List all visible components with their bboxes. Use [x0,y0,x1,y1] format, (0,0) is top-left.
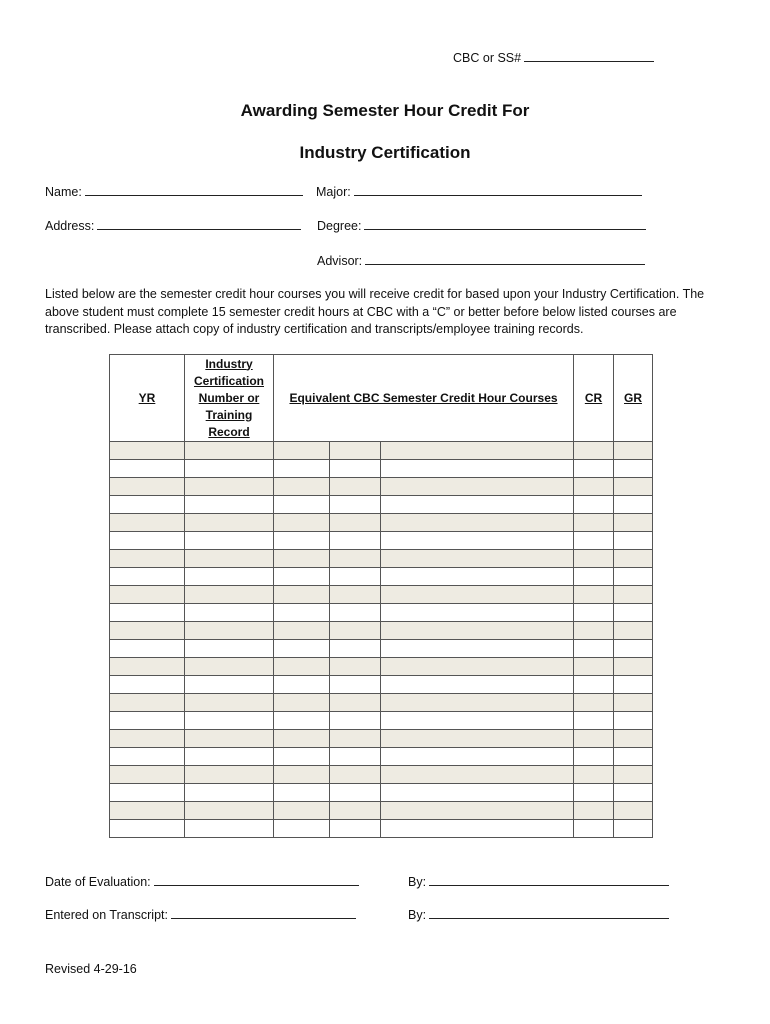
cell-gr[interactable] [614,442,653,460]
cell-cr[interactable] [574,820,614,838]
table-row [110,712,653,730]
cell-certification[interactable] [185,442,274,460]
cell-course-title[interactable] [381,694,574,712]
cell-course-code-a[interactable] [274,748,330,766]
cell-gr[interactable] [614,604,653,622]
table-row [110,784,653,802]
cell-course-code-a[interactable] [274,802,330,820]
cbc-ss-label: CBC or SS# [453,51,522,65]
cell-gr[interactable] [614,676,653,694]
cell-course-code-a[interactable] [274,622,330,640]
form-title-line1: Awarding Semester Hour Credit For [240,101,530,120]
cell-yr[interactable] [110,550,185,568]
cell-yr[interactable] [110,568,185,586]
cell-gr[interactable] [614,694,653,712]
table-row [110,496,653,514]
cell-certification[interactable] [185,568,274,586]
cell-yr[interactable] [110,442,185,460]
cbc-ss-field [453,49,654,65]
cell-yr[interactable] [110,514,185,532]
cell-gr[interactable] [614,496,653,514]
cell-course-title[interactable] [381,478,574,496]
table-row [110,676,653,694]
cell-gr[interactable] [614,712,653,730]
cell-course-title[interactable] [381,568,574,586]
cell-course-code-b[interactable] [330,460,381,478]
cell-cr[interactable] [574,568,614,586]
cell-gr[interactable] [614,478,653,496]
cell-gr[interactable] [614,460,653,478]
cell-certification[interactable] [185,550,274,568]
cell-yr[interactable] [110,694,185,712]
table-row [110,730,653,748]
cell-course-title[interactable] [381,712,574,730]
by-field-1 [408,873,669,889]
table-row [110,442,653,460]
cell-yr[interactable] [110,622,185,640]
address-label: Address: [45,219,95,233]
table-row [110,550,653,568]
table-row [110,514,653,532]
cell-course-code-a[interactable] [274,604,330,622]
cell-gr[interactable] [614,532,653,550]
cell-course-code-a[interactable] [274,730,330,748]
cell-yr[interactable] [110,784,185,802]
col-header-gr: GR [614,355,653,442]
course-table [109,354,653,838]
cell-certification[interactable] [185,586,274,604]
cell-course-code-b[interactable] [330,658,381,676]
cell-yr[interactable] [110,532,185,550]
address-field [45,217,301,233]
table-row [110,694,653,712]
cell-certification[interactable] [185,478,274,496]
cell-certification[interactable] [185,640,274,658]
cell-gr[interactable] [614,730,653,748]
cell-cr[interactable] [574,514,614,532]
cell-course-code-b[interactable] [330,766,381,784]
cell-cr[interactable] [574,622,614,640]
cell-course-title[interactable] [381,442,574,460]
by-field-2 [408,906,669,922]
cell-certification[interactable] [185,460,274,478]
cell-course-title[interactable] [381,820,574,838]
table-row [110,532,653,550]
major-input-line[interactable] [354,183,642,196]
cell-yr[interactable] [110,604,185,622]
date-evaluation-input-line[interactable] [154,873,359,886]
table-row [110,568,653,586]
table-row [110,640,653,658]
advisor-field [317,252,645,268]
cell-gr[interactable] [614,784,653,802]
cell-yr[interactable] [110,460,185,478]
table-row [110,802,653,820]
degree-label: Degree: [317,219,362,233]
table-row [110,622,653,640]
entered-transcript-label: Entered on Transcript: [45,908,168,922]
cell-course-code-a[interactable] [274,694,330,712]
cell-gr[interactable] [614,748,653,766]
cell-course-code-a[interactable] [274,766,330,784]
cell-certification[interactable] [185,802,274,820]
cell-course-title[interactable] [381,730,574,748]
cell-course-title[interactable] [381,622,574,640]
table-row [110,586,653,604]
table-row [110,658,653,676]
entered-transcript-field [45,906,356,922]
major-label: Major: [316,185,351,199]
cell-cr[interactable] [574,748,614,766]
cell-course-code-a[interactable] [274,820,330,838]
cell-yr[interactable] [110,496,185,514]
table-header-row [110,355,653,442]
cell-course-code-a[interactable] [274,784,330,802]
cell-course-title[interactable] [381,586,574,604]
course-table-body [110,442,653,838]
cell-course-code-a[interactable] [274,514,330,532]
cell-course-code-a[interactable] [274,532,330,550]
cell-course-code-a[interactable] [274,568,330,586]
cell-cr[interactable] [574,604,614,622]
table-row [110,820,653,838]
cell-course-code-a[interactable] [274,478,330,496]
table-row [110,604,653,622]
cell-yr[interactable] [110,586,185,604]
cell-certification[interactable] [185,748,274,766]
cell-certification[interactable] [185,712,274,730]
cell-gr[interactable] [614,658,653,676]
cell-course-code-a[interactable] [274,586,330,604]
cell-cr[interactable] [574,730,614,748]
cell-course-code-b[interactable] [330,694,381,712]
cell-course-code-b[interactable] [330,712,381,730]
table-row [110,460,653,478]
col-header-cr: CR [574,355,614,442]
cell-cr[interactable] [574,658,614,676]
cell-yr[interactable] [110,640,185,658]
date-evaluation-label: Date of Evaluation: [45,875,151,889]
cell-certification[interactable] [185,820,274,838]
cell-course-code-b[interactable] [330,748,381,766]
cell-yr[interactable] [110,802,185,820]
cell-certification[interactable] [185,532,274,550]
cell-course-code-b[interactable] [330,586,381,604]
cell-course-code-b[interactable] [330,496,381,514]
cell-course-code-b[interactable] [330,550,381,568]
cell-gr[interactable] [614,622,653,640]
cell-cr[interactable] [574,460,614,478]
cell-cr[interactable] [574,586,614,604]
cell-course-code-b[interactable] [330,514,381,532]
cell-course-title[interactable] [381,748,574,766]
by-label-2: By: [408,908,427,922]
cell-certification[interactable] [185,766,274,784]
cell-cr[interactable] [574,532,614,550]
cell-cr[interactable] [574,496,614,514]
cell-course-code-b[interactable] [330,820,381,838]
cell-course-title[interactable] [381,550,574,568]
cell-yr[interactable] [110,820,185,838]
cell-course-title[interactable] [381,514,574,532]
cell-gr[interactable] [614,568,653,586]
cell-certification[interactable] [185,784,274,802]
cell-course-title[interactable] [381,640,574,658]
cell-course-code-a[interactable] [274,460,330,478]
cell-cr[interactable] [574,802,614,820]
col-header-certification: Industry Certification Number or Training Record [185,355,274,442]
advisor-label: Advisor: [317,254,363,268]
cell-gr[interactable] [614,550,653,568]
by-label-1: By: [408,875,427,889]
cell-yr[interactable] [110,766,185,784]
cell-course-code-a[interactable] [274,550,330,568]
col-header-courses: Equivalent CBC Semester Credit Hour Courses [274,355,574,442]
major-field [316,183,642,199]
cell-course-code-a[interactable] [274,676,330,694]
cell-gr[interactable] [614,640,653,658]
cell-course-code-a[interactable] [274,640,330,658]
cell-certification[interactable] [185,658,274,676]
cell-gr[interactable] [614,514,653,532]
cell-yr[interactable] [110,748,185,766]
cell-certification[interactable] [185,604,274,622]
cell-course-code-a[interactable] [274,496,330,514]
cell-cr[interactable] [574,784,614,802]
advisor-input-line[interactable] [365,252,645,265]
cell-course-code-b[interactable] [330,604,381,622]
cell-cr[interactable] [574,442,614,460]
cell-yr[interactable] [110,676,185,694]
cell-course-code-b[interactable] [330,730,381,748]
cell-course-title[interactable] [381,460,574,478]
cell-yr[interactable] [110,658,185,676]
cell-course-code-b[interactable] [330,532,381,550]
entered-transcript-input-line[interactable] [171,906,356,919]
cell-course-code-a[interactable] [274,658,330,676]
cell-gr[interactable] [614,820,653,838]
cell-cr[interactable] [574,550,614,568]
cell-course-code-b[interactable] [330,802,381,820]
cell-certification[interactable] [185,496,274,514]
cbc-ss-input-line[interactable] [524,49,654,62]
cell-course-title[interactable] [381,604,574,622]
cell-cr[interactable] [574,766,614,784]
by-input-line-2[interactable] [429,906,669,919]
cell-course-code-b[interactable] [330,640,381,658]
cell-cr[interactable] [574,478,614,496]
cell-course-title[interactable] [381,532,574,550]
cell-yr[interactable] [110,712,185,730]
instructions-paragraph: Listed below are the semester credit hour courses you will receive credit for based upon your Industry Certification. The above student must complete 15 semester credit hours at CBC with a “C” or better before below listed courses are transcribed. Please attach copy of industry certification and transcripts/employee training records. [45,287,705,336]
cell-course-code-b[interactable] [330,622,381,640]
cell-course-title[interactable] [381,676,574,694]
cell-course-code-b[interactable] [330,478,381,496]
cell-course-title[interactable] [381,496,574,514]
cell-gr[interactable] [614,802,653,820]
cell-course-title[interactable] [381,784,574,802]
cell-course-code-b[interactable] [330,568,381,586]
cell-gr[interactable] [614,766,653,784]
name-input-line[interactable] [85,183,303,196]
date-evaluation-field [45,873,359,889]
cell-cr[interactable] [574,694,614,712]
cell-yr[interactable] [110,730,185,748]
cell-course-title[interactable] [381,766,574,784]
cell-certification[interactable] [185,622,274,640]
address-input-line[interactable] [97,217,301,230]
cell-course-title[interactable] [381,658,574,676]
cell-certification[interactable] [185,694,274,712]
cell-yr[interactable] [110,478,185,496]
cell-course-code-a[interactable] [274,442,330,460]
name-field [45,183,303,199]
form-title-line2: Industry Certification [299,143,471,162]
col-header-yr: YR [110,355,185,442]
cell-cr[interactable] [574,676,614,694]
table-row [110,766,653,784]
cell-course-code-b[interactable] [330,676,381,694]
degree-input-line[interactable] [364,217,646,230]
cell-certification[interactable] [185,514,274,532]
name-label: Name: [45,185,82,199]
cell-certification[interactable] [185,730,274,748]
cell-gr[interactable] [614,586,653,604]
table-row [110,478,653,496]
by-input-line-1[interactable] [429,873,669,886]
cell-cr[interactable] [574,640,614,658]
degree-field [317,217,646,233]
cell-certification[interactable] [185,676,274,694]
cell-course-code-b[interactable] [330,442,381,460]
cell-course-code-b[interactable] [330,784,381,802]
cell-course-title[interactable] [381,802,574,820]
cell-cr[interactable] [574,712,614,730]
revised-date: Revised 4-29-16 [45,962,137,976]
table-row [110,748,653,766]
cell-course-code-a[interactable] [274,712,330,730]
